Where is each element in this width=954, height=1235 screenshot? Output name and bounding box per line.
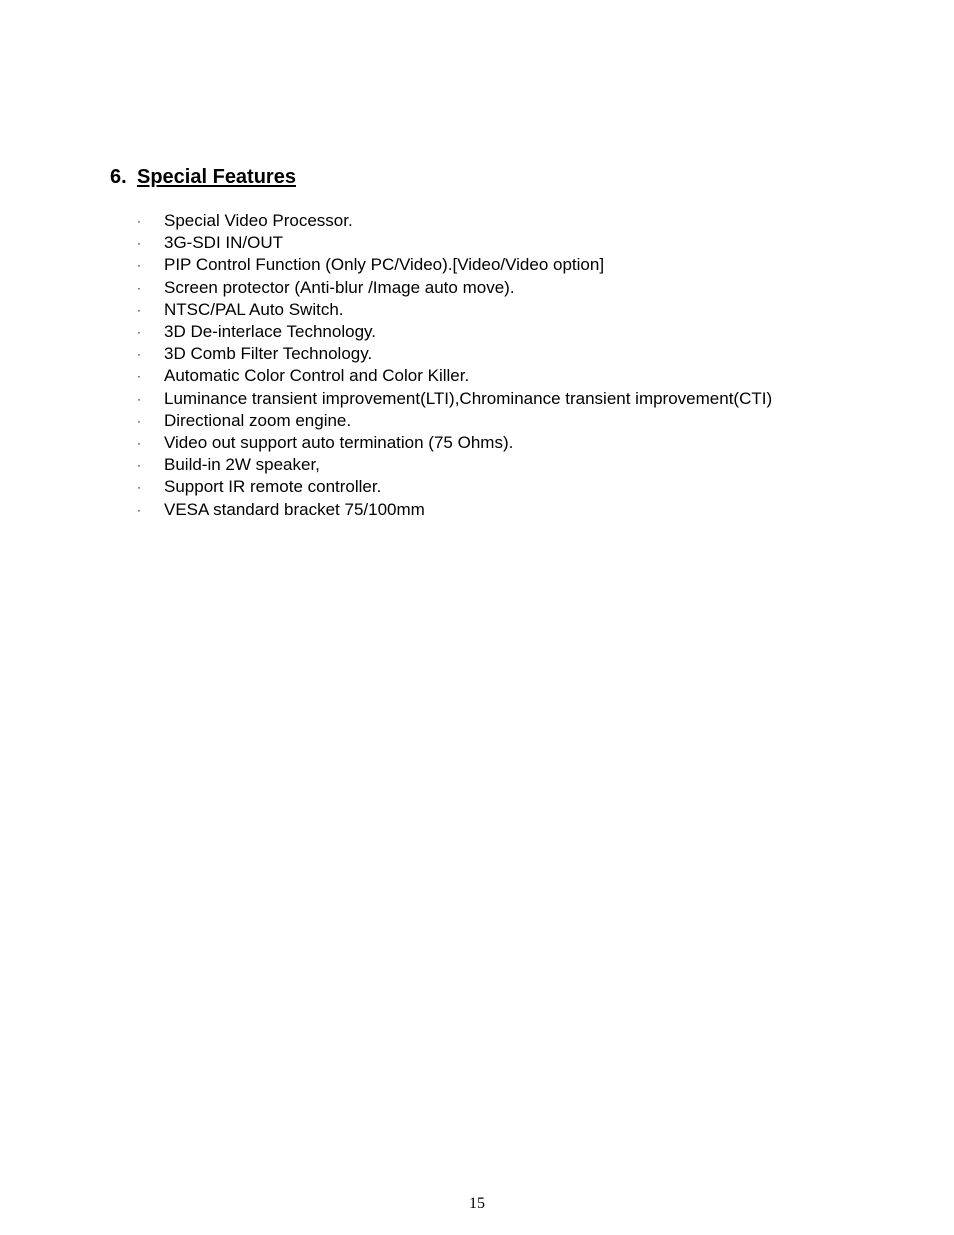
bullet-icon: · xyxy=(137,502,141,517)
feature-list xyxy=(136,210,772,521)
list-item xyxy=(136,232,772,254)
list-item-text: Directional zoom engine. xyxy=(164,410,352,430)
list-item xyxy=(136,454,772,476)
list-item xyxy=(136,254,772,276)
list-item xyxy=(136,299,772,321)
section-title: Special Features xyxy=(137,166,296,188)
list-item-text: Support IR remote controller. xyxy=(164,477,382,497)
bullet-icon: · xyxy=(137,258,141,273)
bullet-icon: · xyxy=(137,280,141,295)
list-item xyxy=(136,432,772,454)
list-item-text: Screen protector (Anti-blur /Image auto move). xyxy=(164,277,515,297)
list-item xyxy=(136,277,772,299)
list-item-text: PIP Control Function (Only PC/Video).[Video/Video option] xyxy=(164,255,605,275)
list-item-text: 3D De-interlace Technology. xyxy=(164,322,376,342)
list-item-text: 3G-SDI IN/OUT xyxy=(164,233,284,253)
list-item xyxy=(136,499,772,521)
list-item xyxy=(136,343,772,365)
list-item xyxy=(136,365,772,387)
bullet-icon: · xyxy=(137,391,141,406)
list-item xyxy=(136,410,772,432)
bullet-icon: · xyxy=(137,302,141,317)
page-number: 15 xyxy=(469,1195,485,1212)
bullet-icon: · xyxy=(137,236,141,251)
list-item xyxy=(136,388,772,410)
list-item-text: Special Video Processor. xyxy=(164,211,353,230)
list-item-text: Build-in 2W speaker, xyxy=(164,455,320,475)
bullet-icon: · xyxy=(137,347,141,362)
bullet-icon: · xyxy=(137,413,141,428)
bullet-icon: · xyxy=(137,436,141,451)
bullet-icon: · xyxy=(137,369,141,384)
list-item-text: Luminance transient improvement(LTI),Chrominance transient improvement(CTI) xyxy=(164,388,773,408)
list-item-text: NTSC/PAL Auto Switch. xyxy=(164,299,344,319)
bullet-icon: · xyxy=(137,325,141,340)
bullet-icon: · xyxy=(137,480,141,495)
list-item-text: 3D Comb Filter Technology. xyxy=(164,344,373,364)
bullet-icon: · xyxy=(137,214,141,228)
section-number: 6. xyxy=(110,166,127,188)
list-item-text: Video out support auto termination (75 Ohms). xyxy=(164,433,514,453)
list-item xyxy=(136,210,772,232)
list-item-text: VESA standard bracket 75/100mm xyxy=(164,499,425,519)
list-item-text: Automatic Color Control and Color Killer. xyxy=(164,366,470,386)
list-item xyxy=(136,321,772,343)
list-item xyxy=(136,476,772,498)
bullet-icon: · xyxy=(137,458,141,473)
section-heading xyxy=(110,163,296,191)
